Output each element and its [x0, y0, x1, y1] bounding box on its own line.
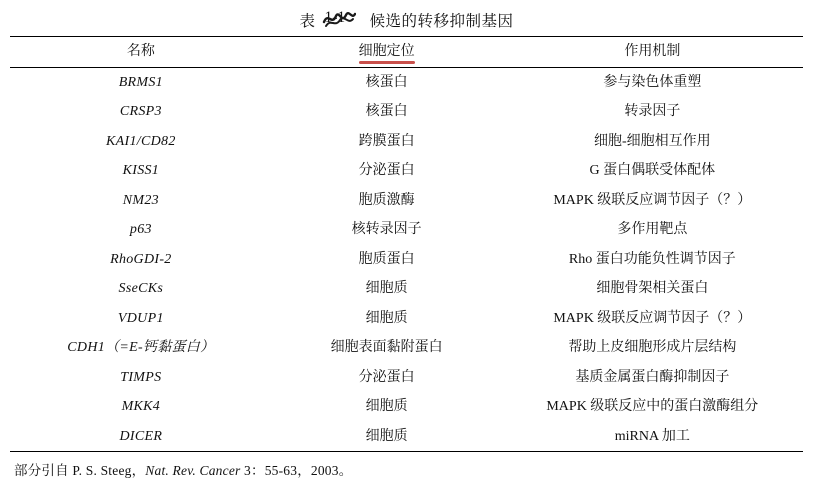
cell-gene-name: VDUP1 — [117, 310, 164, 326]
footnote-source-title: Nat. Rev. Cancer — [145, 463, 241, 478]
footnote-citation-text: 3：55-63，2003。 — [240, 463, 353, 478]
title-numeral-text: 1-1 — [324, 9, 346, 26]
cell-localization: 细胞表面黏附蛋白 — [330, 340, 443, 355]
cell-mechanism: MAPK 级联反应调节因子（？） — [553, 310, 752, 326]
cell-mechanism: G 蛋白偶联受体配体 — [589, 163, 716, 178]
cell-mechanism: 参与染色体重塑 — [502, 67, 803, 97]
title-main-text: 候选的转移抑制基因 — [369, 13, 514, 30]
cell-gene-name: MKK4 — [121, 399, 161, 414]
table-header-row — [10, 37, 803, 68]
column-header-mechanism: 作用机制 — [502, 37, 803, 68]
metastasis-suppressor-gene-table — [10, 36, 803, 452]
cell-localization: 分泌蛋白 — [358, 369, 415, 385]
cell-localization: 核转录因子 — [351, 222, 422, 237]
cell-localization: 胞质蛋白 — [358, 251, 415, 267]
cell-gene-name: BRMS1 — [10, 67, 272, 97]
cell-localization: 跨膜蛋白 — [358, 133, 415, 149]
cell-mechanism: Rho 蛋白功能负性调节因子 — [568, 251, 736, 267]
table-bottom-rule-row — [10, 452, 803, 453]
cell-gene-name: CRSP3 — [119, 104, 162, 119]
cell-localization: 分泌蛋白 — [358, 163, 415, 178]
cell-gene-name: SseCKs — [118, 281, 164, 296]
cell-mechanism: 多作用靶点 — [617, 222, 688, 237]
table-row — [10, 274, 803, 304]
footnote-lead-text: 部分引自 P. S. Steeg， — [14, 463, 146, 478]
cell-gene-name: KISS1 — [122, 163, 160, 178]
cell-gene-name: RhoGDI-2 — [110, 251, 172, 267]
cell-localization: 胞质激酶 — [358, 192, 415, 208]
table-body — [10, 67, 803, 452]
table-row — [10, 186, 803, 216]
column-header-localization — [272, 37, 502, 68]
column-header-localization-text: 细胞定位 — [358, 44, 415, 59]
cell-mechanism: MAPK 级联反应调节因子（？） — [553, 192, 752, 208]
table-row — [10, 333, 803, 363]
cell-mechanism: 细胞骨架相关蛋白 — [596, 281, 709, 296]
bottom-rule-cell — [502, 452, 803, 453]
cell-mechanism: 转录因子 — [624, 104, 681, 119]
cell-mechanism: miRNA 加工 — [614, 428, 690, 444]
cell-localization: 细胞质 — [365, 428, 408, 444]
table-row — [10, 67, 803, 97]
table-row — [10, 156, 803, 186]
cell-gene-name: NM23 — [122, 192, 159, 208]
table-header — [10, 37, 803, 68]
cell-gene-name: TIMPS — [120, 369, 162, 385]
table-row — [10, 127, 803, 157]
cell-gene-name: DICER — [119, 428, 163, 444]
cell-localization: 核蛋白 — [272, 67, 502, 97]
table-row — [10, 422, 803, 452]
title-numeral — [322, 10, 356, 30]
bottom-rule-cell — [10, 452, 272, 453]
table-row — [10, 392, 803, 422]
table-row — [10, 97, 803, 127]
cell-localization: 细胞质 — [365, 281, 408, 296]
cell-gene-name: KAI1/CD82 — [106, 133, 176, 149]
cell-mechanism: 帮助上皮细胞形成片层结构 — [568, 340, 737, 355]
table-row — [10, 215, 803, 245]
cell-mechanism: MAPK 级联反应中的蛋白激酶组分 — [546, 399, 759, 414]
table-row — [10, 304, 803, 334]
column-header-name: 名称 — [10, 37, 272, 68]
bottom-rule-cell — [272, 452, 502, 453]
table-footnote — [10, 459, 803, 479]
cell-localization: 细胞质 — [365, 399, 408, 414]
table-row — [10, 363, 803, 393]
cell-gene-name: CDH1（=E-钙黏蛋白） — [67, 340, 215, 355]
cell-gene-name: p63 — [129, 222, 152, 237]
title-prefix: 表 — [299, 13, 316, 30]
red-underline-mark — [359, 61, 415, 64]
cell-localization: 核蛋白 — [365, 104, 408, 119]
table-row — [10, 245, 803, 275]
table-title — [10, 6, 803, 34]
cell-mechanism: 基质金属蛋白酶抑制因子 — [575, 369, 730, 385]
cell-localization: 细胞质 — [365, 310, 408, 326]
cell-mechanism: 细胞-细胞相互作用 — [593, 133, 711, 149]
